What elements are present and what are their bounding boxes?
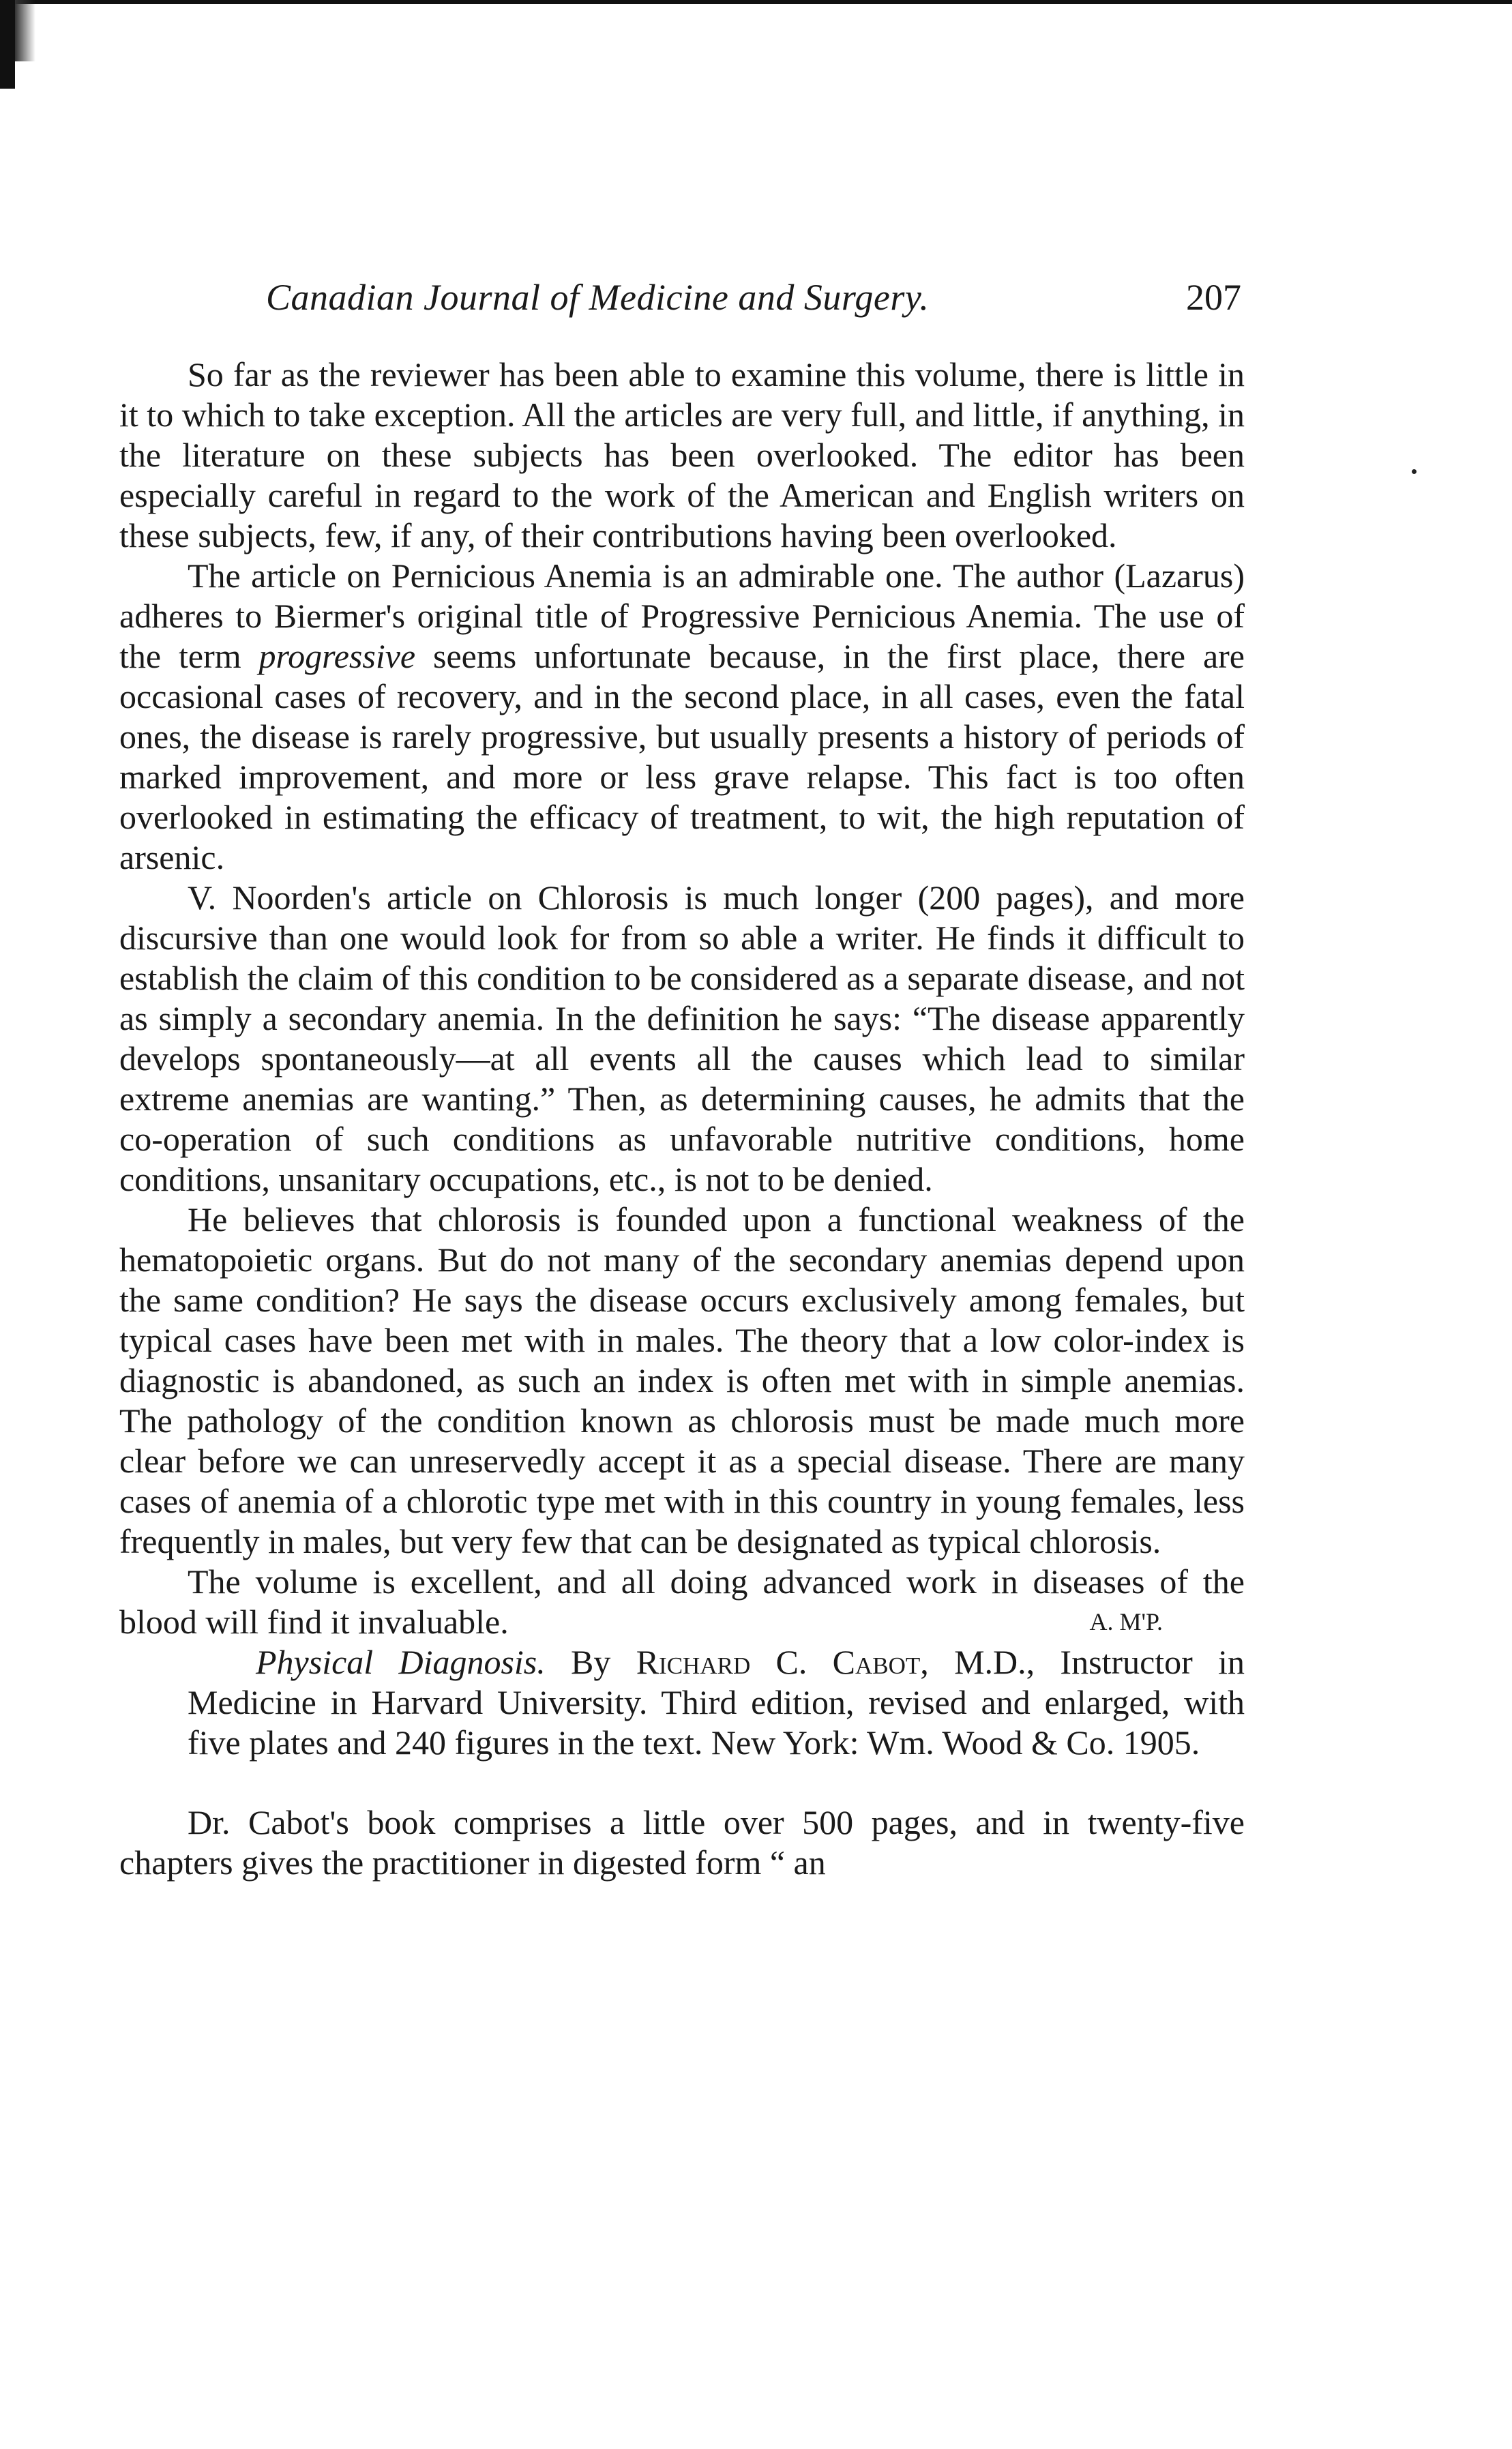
paragraph-text: seems unfortunate because, in the first place, there are occasional cases of recovery, and in the second place, in all cases, even the fatal ones, the disease is rarely progressive, but usually presents a history of periods of marked improvement, and more or less grave relapse. This fact is too often overlooked in estimating the efficacy of treatment, to wit, the high reputation of arsenic. <box>119 637 1245 876</box>
book-title: Physical Diagnosis. <box>256 1643 546 1681</box>
book-author: Richard C. Cabot <box>636 1643 921 1681</box>
scan-shadow-left <box>15 0 35 61</box>
paragraph: V. Noorden's article on Chlorosis is much longer (200 pages), and more discursive than one would look for from so able a writer. He finds it difficult to establish the claim of this condition to be considered as a separate disease, and not as simply a secondary anemia. In the definition he says: “The disease apparently develops spontaneously—at all events all the causes which lead to similar extreme anemias are wanting.” Then, as determining causes, he admits that the co-operation of such conditions as unfavorable nutritive conditions, home conditions, unsanitary occupations, etc., is not to be denied. <box>119 878 1245 1198</box>
reviewer-signature: A. M'P. <box>1089 1608 1163 1635</box>
book-citation <box>119 1642 1245 1763</box>
paragraph: He believes that chlorosis is founded upon a functional weakness of the hematopoietic organs. But do not many of the secondary anemias depend upon the same condition? He says the disease occurs exclusively among females, but typical cases have been met with in males. The theory that a low color-index is diagnostic is abandoned, as such an index is often met with in simple anemias. The pathology of the condition known as chlorosis must be made much more clear before we can unreservedly accept it as a special disease. There are many cases of anemia of a chlorotic type met with in this country in young females, less frequently in males, but very few that can be designated as typical chlorosis. <box>119 1200 1245 1560</box>
paragraph-text: The article on Pernicious Anemia is an admirable one. The author (Lazarus) adheres to Biermer's original title of Progressive Pernicious Anemia. The use of the term <box>119 556 1245 675</box>
scan-border-left <box>0 0 15 89</box>
paragraph: Dr. Cabot's book comprises a little over 500 pages, and in twenty-five chapters gives the practitioner in digested form “ an <box>119 1803 1245 1882</box>
citation-details: , M.D., Instructor in Medicine in Harvard University. Third edition, revised and enlarged, with five plates and 240 figures in the text. New York: Wm. Wood & Co. 1905. <box>188 1643 1245 1762</box>
scan-border-top <box>0 0 1512 4</box>
paragraph: So far as the reviewer has been able to examine this volume, there is little in it to which to take exception. All the articles are very full, and little, if anything, in the literature on these subjects has been overlooked. The editor has been especially careful in regard to the work of the American and English writers on these subjects, few, if any, of their contributions having been overlooked. <box>119 355 1245 554</box>
page-header <box>136 276 1241 331</box>
citation-by: By <box>545 1643 636 1681</box>
paragraph <box>119 556 1245 878</box>
article-body <box>119 355 1245 1883</box>
journal-title: Canadian Journal of Medicine and Surgery. <box>266 277 930 318</box>
paragraph: The volume is excellent, and all doing advanced work in diseases of the blood will find it invaluable. <box>119 1562 1245 1641</box>
emphasis-text: progressive <box>258 637 416 675</box>
page-number: 207 <box>1186 277 1241 318</box>
ink-speck <box>1412 469 1417 474</box>
